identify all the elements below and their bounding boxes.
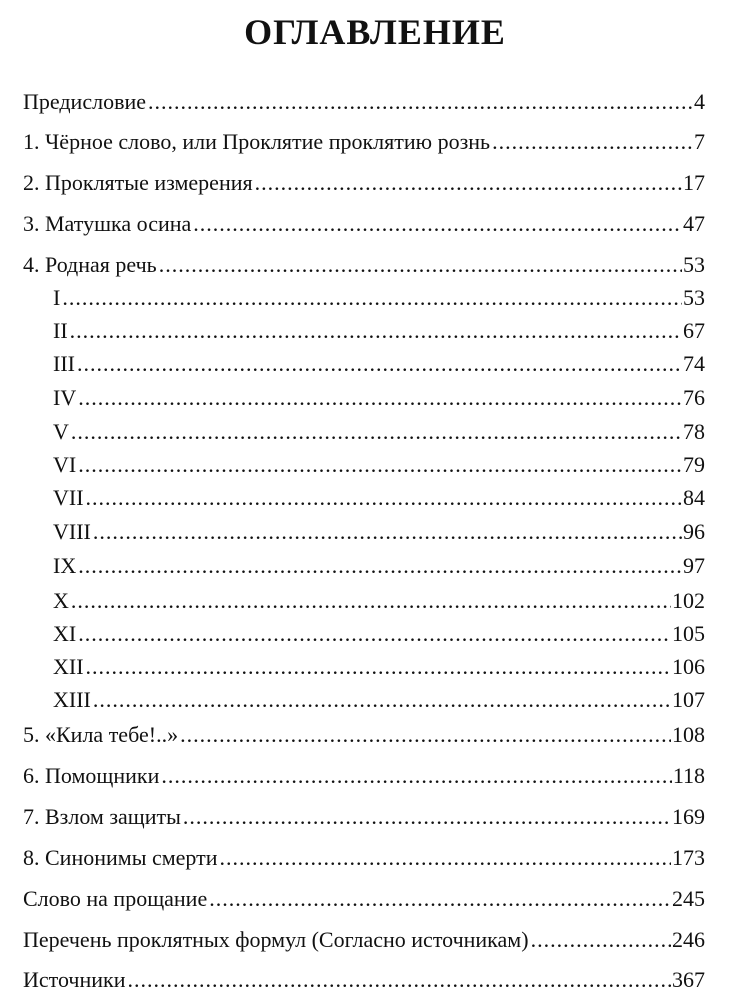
toc-subentry-vi [53, 451, 705, 479]
toc-entry-label: 5. «Кила тебе!..» [23, 722, 179, 747]
toc-subentry-iv [53, 384, 705, 412]
toc-leader-dots [78, 384, 682, 412]
toc-entry-chapter-7 [23, 803, 705, 831]
toc-entry-label: XI [53, 621, 77, 646]
toc-entry-page: 245 [672, 886, 705, 911]
toc-entry-page: 7 [694, 129, 705, 154]
toc-entry-page: 74 [683, 351, 705, 376]
toc-leader-dots [71, 418, 682, 446]
toc-entry-label: 4. Родная речь [23, 252, 157, 277]
toc-entry-label: 1. Чёрное слово, или Проклятие проклятию рознь [23, 129, 491, 154]
toc-entry-label: VIII [53, 519, 91, 544]
toc-entry-label: XII [53, 654, 84, 679]
toc-entry-label: Предисловие [23, 89, 146, 114]
toc-entry-chapter-8 [23, 844, 705, 872]
toc-entry-page: 76 [683, 385, 705, 410]
toc-subentry-xii [53, 653, 705, 681]
toc-leader-dots [93, 686, 671, 714]
toc-entry-label: Источники [23, 967, 126, 992]
toc-entry-preface [23, 88, 705, 116]
toc-entry-label: VI [53, 452, 77, 477]
toc-entry-page: 47 [683, 211, 705, 236]
toc-entry-page: 53 [683, 285, 705, 310]
toc-leader-dots [78, 451, 682, 479]
toc-entry-chapter-5 [23, 721, 705, 749]
toc-entry-label: IV [53, 385, 77, 410]
toc-entry-page: 4 [694, 89, 705, 114]
toc-entry-label: 7. Взлом защиты [23, 804, 181, 829]
toc-subentry-ii [53, 317, 705, 345]
toc-leader-dots [86, 484, 682, 512]
toc-leader-dots [70, 317, 682, 345]
toc-entry-page: 106 [672, 654, 705, 679]
toc-entry-chapter-1 [23, 128, 705, 156]
toc-leader-dots [255, 169, 682, 197]
toc-leader-dots [78, 620, 671, 648]
toc-entry-page: 96 [683, 519, 705, 544]
toc-entry-chapter-4 [23, 251, 705, 279]
toc-leader-dots [71, 587, 671, 615]
toc-entry-label: II [53, 318, 68, 343]
toc-leader-dots [78, 552, 682, 580]
toc-subentry-x [53, 587, 705, 615]
toc-entry-page: 173 [672, 845, 705, 870]
toc-leader-dots [93, 518, 682, 546]
toc-entry-label: 6. Помощники [23, 763, 160, 788]
toc-leader-dots [180, 721, 671, 749]
toc-entry-page: 367 [672, 967, 705, 992]
toc-leader-dots [220, 844, 671, 872]
toc-entry-page: 97 [683, 553, 705, 578]
toc-leader-dots [77, 350, 682, 378]
toc-entry-page: 118 [672, 763, 705, 788]
toc-entry-label: 8. Синонимы смерти [23, 845, 218, 870]
page-title: ОГЛАВЛЕНИЕ [244, 12, 506, 52]
toc-subentry-iii [53, 350, 705, 378]
toc-leader-dots [86, 653, 671, 681]
toc-leader-dots [127, 966, 671, 994]
toc-entry-page: 79 [683, 452, 705, 477]
toc-subentry-ix [53, 552, 705, 580]
toc-leader-dots [148, 88, 693, 116]
toc-subentry-i [53, 284, 705, 312]
toc-entry-chapter-3 [23, 210, 705, 238]
toc-entry-page: 67 [683, 318, 705, 343]
toc-leader-dots [161, 762, 671, 790]
toc-entry-label: Слово на прощание [23, 886, 208, 911]
toc-entry-chapter-6 [23, 762, 705, 790]
toc-entry-label: 2. Проклятые измерения [23, 170, 253, 195]
toc-entry-label: IX [53, 553, 77, 578]
toc-entry-sources [23, 966, 705, 994]
toc-entry-page: 102 [672, 588, 705, 613]
toc-subentry-v [53, 418, 705, 446]
toc-entry-label: XIII [53, 687, 91, 712]
toc-entry-label: I [53, 285, 61, 310]
toc-entry-label: X [53, 588, 69, 613]
toc-leader-dots [492, 128, 693, 156]
toc-entry-page: 78 [683, 419, 705, 444]
toc-leader-dots [183, 803, 671, 831]
toc-subentry-vii [53, 484, 705, 512]
toc-subentry-viii [53, 518, 705, 546]
toc-leader-dots [193, 210, 682, 238]
toc-entry-page: 53 [683, 252, 705, 277]
toc-entry-page: 105 [672, 621, 705, 646]
toc-leader-dots [159, 251, 682, 279]
toc-entry-page: 169 [672, 804, 705, 829]
toc-leader-dots [62, 284, 682, 312]
toc-subentry-xiii [53, 686, 705, 714]
toc-entry-label: Перечень проклятных формул (Согласно источникам) [23, 927, 529, 952]
toc-entry-page: 84 [683, 485, 705, 510]
toc-entry-page: 17 [683, 170, 705, 195]
toc-leader-dots [209, 885, 671, 913]
toc-entry-label: III [53, 351, 75, 376]
toc-leader-dots [531, 926, 671, 954]
toc-entry-label: VII [53, 485, 84, 510]
toc-entry-page: 246 [672, 927, 705, 952]
toc-entry-label: V [53, 419, 69, 444]
toc-entry-chapter-2 [23, 169, 705, 197]
toc-entry-formulas-list [23, 926, 705, 954]
toc-entry-label: 3. Матушка осина [23, 211, 192, 236]
toc-entry-farewell [23, 885, 705, 913]
toc-subentry-xi [53, 620, 705, 648]
toc-entry-page: 108 [672, 722, 705, 747]
toc-entry-page: 107 [672, 687, 705, 712]
